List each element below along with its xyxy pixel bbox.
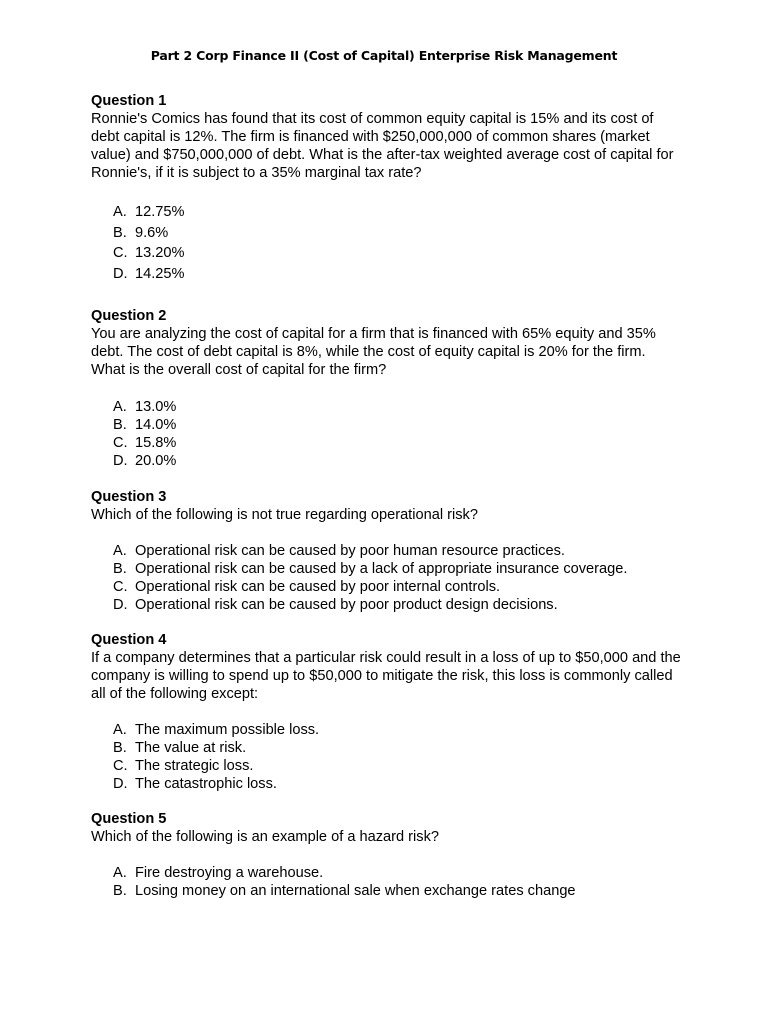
answer-option-b xyxy=(113,416,691,434)
answer-option-a xyxy=(113,398,691,416)
question-heading: Question 5 xyxy=(91,811,167,827)
option-letter: D. xyxy=(113,265,128,282)
option-letter: B. xyxy=(113,883,127,899)
option-letter: B. xyxy=(113,561,127,577)
option-text: 14.25% xyxy=(135,265,185,282)
answer-option-a xyxy=(113,721,691,739)
option-text: The strategic loss. xyxy=(135,758,254,774)
option-text: The maximum possible loss. xyxy=(135,722,320,738)
answer-option-c xyxy=(113,434,691,452)
option-letter: C. xyxy=(113,245,128,261)
answer-option-d xyxy=(113,452,691,470)
option-text: Operational risk can be caused by poor internal controls. xyxy=(135,579,501,595)
question-heading: Question 4 xyxy=(91,632,167,648)
option-text: The catastrophic loss. xyxy=(135,776,277,792)
option-letter: A. xyxy=(113,722,127,738)
answer-option-d xyxy=(113,596,691,614)
question-heading: Question 2 xyxy=(91,308,167,324)
option-text: 12.75% xyxy=(135,204,185,220)
answer-option-c xyxy=(113,243,691,264)
question-5 xyxy=(91,810,691,900)
answer-options xyxy=(113,864,691,900)
answer-option-d xyxy=(113,775,691,793)
question-4 xyxy=(91,631,691,793)
option-letter: D. xyxy=(113,453,128,469)
option-letter: B. xyxy=(113,740,127,756)
option-text: 9.6% xyxy=(135,224,169,241)
question-text: Which of the following is not true regarding operational risk? xyxy=(91,507,478,523)
question-text: If a company determines that a particular risk could result in a loss of up to $50,000 and the company is willing to spend up to $50,000 to mitigate the risk, this loss is commonly called all of the following except: xyxy=(91,650,681,702)
option-letter: A. xyxy=(113,399,127,415)
answer-options xyxy=(113,542,691,614)
option-letter: D. xyxy=(113,776,128,792)
option-text: 13.0% xyxy=(135,399,177,415)
question-text: Which of the following is an example of a hazard risk? xyxy=(91,829,439,845)
option-text: 14.0% xyxy=(135,417,177,433)
answer-option-c xyxy=(113,757,691,775)
question-text: You are analyzing the cost of capital for a firm that is financed with 65% equity and 35% debt. The cost of debt capital is 8%, while the cost of equity capital is 20% for the firm. What is the overall cost of capital for the firm? xyxy=(91,326,656,378)
answer-option-a xyxy=(113,202,691,223)
option-letter: C. xyxy=(113,758,128,774)
option-letter: D. xyxy=(113,597,128,613)
answer-option-c xyxy=(113,578,691,596)
question-3 xyxy=(91,488,691,614)
option-text: Operational risk can be caused by poor product design decisions. xyxy=(135,597,558,613)
answer-option-b xyxy=(113,560,691,578)
question-heading: Question 3 xyxy=(91,489,167,505)
option-letter: A. xyxy=(113,543,127,559)
option-text: 13.20% xyxy=(135,245,185,261)
option-text: 15.8% xyxy=(135,435,177,451)
question-heading: Question 1 xyxy=(91,93,167,109)
option-text: Losing money on an international sale when exchange rates change xyxy=(135,883,576,899)
option-text: Operational risk can be caused by poor human resource practices. xyxy=(135,543,565,559)
option-letter: B. xyxy=(113,224,127,241)
document-title: Part 2 Corp Finance II (Cost of Capital) Enterprise Risk Management xyxy=(150,48,618,63)
option-letter: C. xyxy=(113,435,128,451)
option-text: The value at risk. xyxy=(135,740,247,756)
option-letter: C. xyxy=(113,579,128,595)
question-1 xyxy=(91,92,691,284)
option-letter: A. xyxy=(113,204,127,220)
answer-options xyxy=(113,721,691,793)
option-text: 20.0% xyxy=(135,453,177,469)
answer-option-b xyxy=(113,223,691,244)
question-2 xyxy=(91,307,691,470)
answer-option-b xyxy=(113,739,691,757)
question-text: Ronnie's Comics has found that its cost of common equity capital is 15% and its cost of debt capital is 12%. The firm is financed with $250,000,000 of common shares (market value) and $750,000,000 of debt. What is the after-tax weighted average cost of capital for Ronnie's, if it is subject to a 35% marginal tax rate? xyxy=(91,111,674,181)
option-letter: A. xyxy=(113,865,127,881)
option-letter: B. xyxy=(113,417,127,433)
option-text: Fire destroying a warehouse. xyxy=(135,865,324,881)
option-text: Operational risk can be caused by a lack of appropriate insurance coverage. xyxy=(135,561,628,577)
answer-option-d xyxy=(113,264,691,285)
answer-option-a xyxy=(113,542,691,560)
answer-option-b xyxy=(113,882,691,900)
answer-option-a xyxy=(113,864,691,882)
answer-options xyxy=(113,398,691,470)
answer-options xyxy=(113,202,691,284)
